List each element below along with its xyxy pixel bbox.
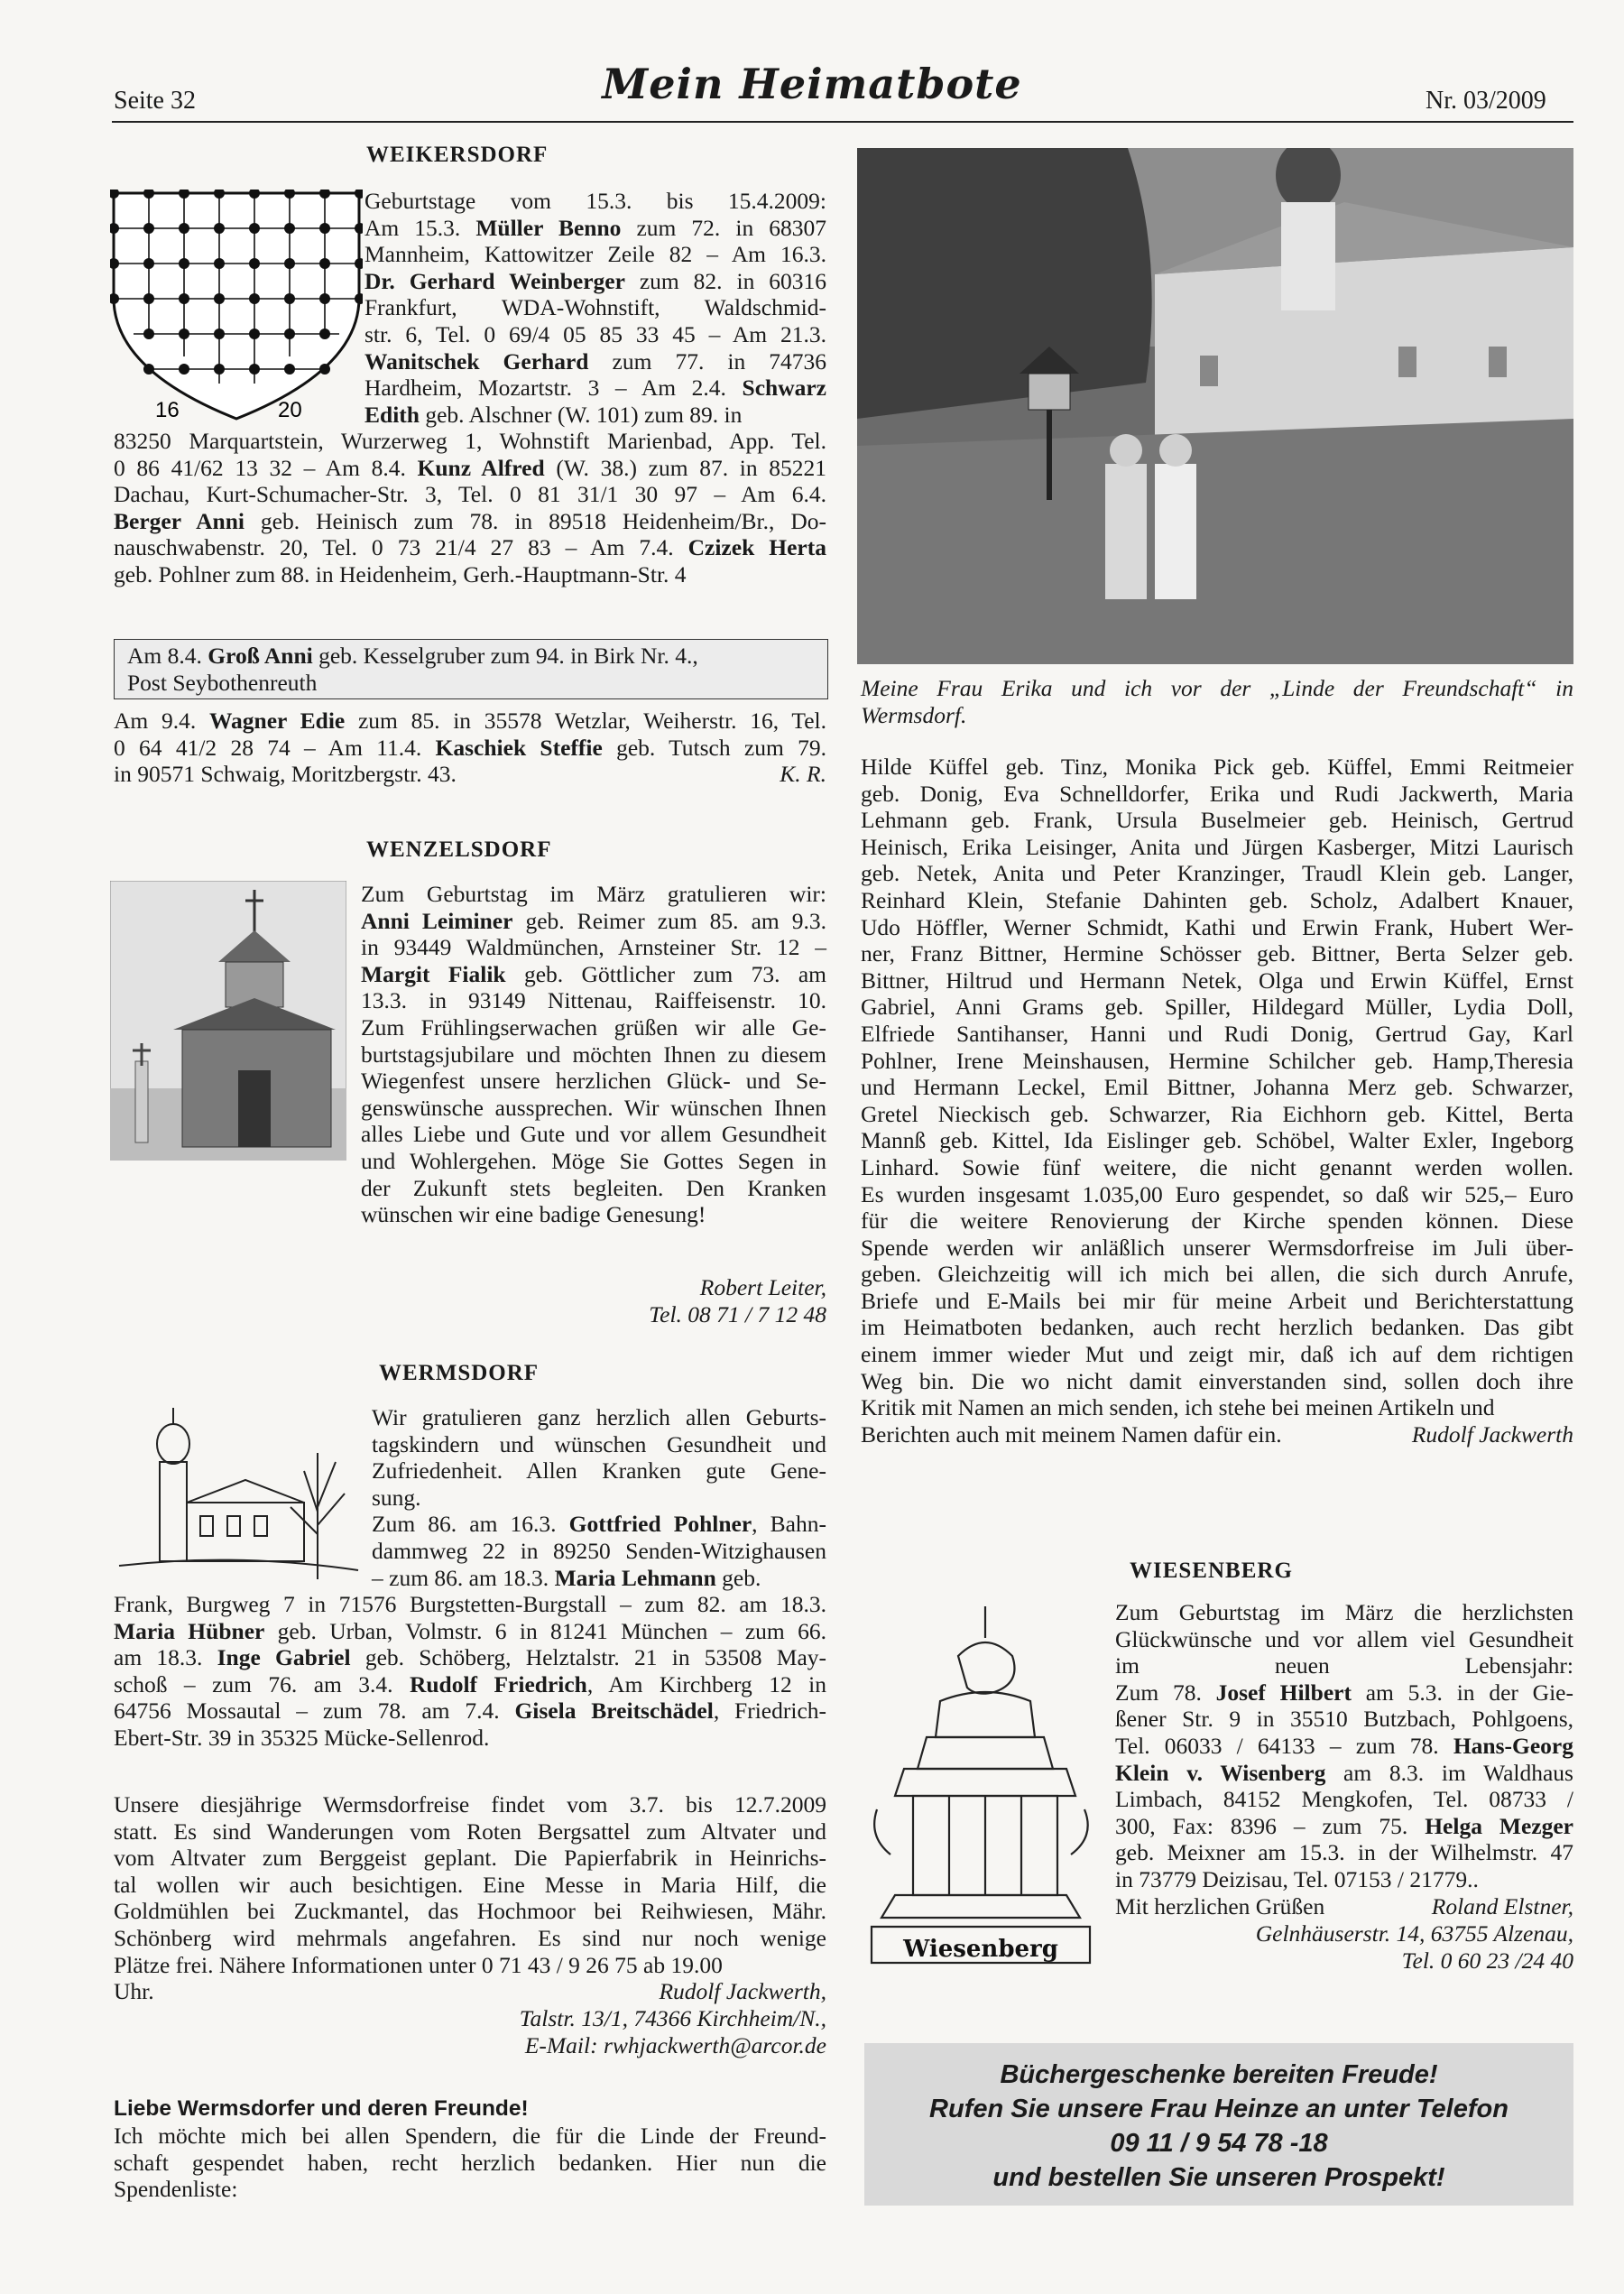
wermsdorf-trip-last: Uhr. [114, 1978, 154, 2004]
text-line: sung. [372, 1484, 421, 1511]
text-line: Wanitschek Gerhard zum 77. in 74736 [364, 347, 826, 375]
text-line: Zum 86. am 16.3. Gottfried Pohlner, Bahn- [372, 1511, 826, 1538]
weikersdorf-signature: K. R. [780, 761, 826, 787]
text-line: der Zukunft stets begleiten. Den Kranken [361, 1174, 826, 1201]
text-line: Bittner, Hiltrud und Hermann Netek, Olga und Erwin Küffel, Ernst [861, 967, 1573, 994]
wiesenberg-tel: Tel. 0 60 23 /24 40 [1401, 1947, 1573, 1974]
text-line: geb. Netek, Anita und Peter Kranzinger, Traudl Klein geb. Langer, [861, 860, 1573, 887]
wiesenberg-address: Gelnhäuserstr. 14, 63755 Alzenau, [1255, 1920, 1573, 1947]
wermsdorf-trip-text [114, 1791, 826, 1978]
wenzelsdorf-signature-tel: Tel. 08 71 / 7 12 48 [649, 1301, 826, 1327]
text-line: alles Liebe und Gute und vor allem Gesundheit [361, 1121, 826, 1148]
section-title-wiesenberg: WIESENBERG [1130, 1559, 1293, 1583]
text-line: Berger Anni geb. Heinisch zum 78. in 89518 Heidenheim/Br., Do- [114, 507, 826, 534]
text-line: schoß – zum 76. am 3.4. Rudolf Friedrich, Am Kirchberg 12 in [114, 1670, 826, 1697]
text-line: ßener Str. 9 in 35510 Butzbach, Pohlgoens, [1115, 1706, 1573, 1733]
wiesenberg-emblem-label: Wiesenberg [903, 1936, 1058, 1963]
text-line: Ich möchte mich bei allen Spendern, die für die Linde der Freund- [114, 2123, 826, 2149]
text-line: schaft gespendet haben, recht herzlich bedanken. Hier nun die [114, 2149, 826, 2176]
text-line: tal wollen wir auch besichtigen. Eine Messe in Maria Hilf, die [114, 1871, 826, 1898]
page-number: Seite 32 [114, 87, 196, 115]
text-line: 0 86 41/62 13 32 – Am 8.4. Kunz Alfred (W. 38.) zum 87. in 85221 [114, 454, 827, 481]
wermsdorf-church-sketch [110, 1399, 363, 1584]
section-title-weikersdorf: WEIKERSDORF [366, 143, 549, 167]
text-line: burtstagsjubilare und möchten Ihnen zu diesem [361, 1041, 826, 1068]
text-line: Es wurden insgesamt 1.035,00 Euro gespendet, so daß wir 525,– Euro [861, 1180, 1573, 1207]
text-line: geb. Pohlner zum 88. in Heidenheim, Gerh.-Hauptmann-Str. 4 [114, 560, 687, 587]
text-line: einem immer wieder Mut und zeigt mir, daß ich auf dem richtigen [861, 1341, 1573, 1368]
wiesenberg-emblem-icon [859, 1602, 1103, 1967]
text-line: Am 9.4. Wagner Edie zum 85. in 35578 Wetzlar, Weiherstr. 16, Tel. [114, 708, 826, 734]
wiesenberg-text [1115, 1599, 1573, 1893]
text-line: Zum Geburtstag im März die herzlichsten [1115, 1599, 1573, 1625]
text-line: Zum Frühlingserwachen grüßen wir alle Ge- [361, 1013, 826, 1041]
text-line: Zum Geburtstag im März gratulieren wir: [361, 881, 826, 907]
text-line: Am 15.3. Müller Benno zum 72. in 68307 [364, 214, 826, 241]
text-line: Zufriedenheit. Allen Kranken gute Gene- [372, 1457, 826, 1485]
text-line: Edith geb. Alschner (W. 101) zum 89. in [364, 401, 743, 428]
wermsdorf-dear-text [114, 2123, 826, 2203]
wiesenberg-greeting: Mit herzlichen Grüßen [1115, 1893, 1325, 1919]
weikersdorf-intro-text [364, 188, 826, 428]
text-line: Margit Fialik geb. Göttlicher zum 73. am [361, 960, 826, 987]
text-line: geben. Gleichzeitig will ich mich bei allen, die sich durch Anrufe, [861, 1261, 1573, 1288]
text-line: Unsere diesjährige Wermsdorfreise findet vom 3.7. bis 12.7.2009 [114, 1791, 826, 1818]
text-line: Heinisch, Erika Leisinger, Anita und Jürgen Kasberger, Mitzi Laurisch [861, 833, 1573, 860]
text-line: und Hermann Leckel, Emil Bittner, Johanna Merz geb. Schwarzer, [861, 1074, 1573, 1101]
text-line: für die weitere Renovierung der Kirche spenden können. Diese [861, 1207, 1573, 1235]
header-rule [112, 121, 1573, 123]
ad-line-4: und bestellen Sie unseren Prospekt! [992, 2163, 1445, 2192]
text-line: Dr. Gerhard Weinberger zum 82. in 60316 [364, 267, 826, 294]
wermsdorf-text [372, 1404, 826, 1591]
text-line: Frank, Burgweg 7 in 71576 Burgstetten-Burgstall – zum 82. am 18.3. [114, 1591, 826, 1617]
wermsdorf-birthdays-text [114, 1591, 826, 1752]
crest-year-left: 16 [155, 398, 180, 422]
text-line: Zum 78. Josef Hilbert am 5.3. in der Gie- [1115, 1679, 1573, 1706]
text-line: Dachau, Kurt-Schumacher-Str. 3, Tel. 0 81 31/1 30 97 – Am 6.4. [114, 481, 826, 508]
text-line: – zum 86. am 18.3. Maria Lehmann geb. [372, 1564, 761, 1591]
ad-phone: 09 11 / 9 54 78 -18 [1110, 2129, 1328, 2158]
weikersdorf-birthdays-text [114, 428, 826, 588]
text-line: Wiegenfest unsere herzlichen Glück- und Se- [361, 1068, 826, 1095]
text-line: vom Altvater zum Berggeist geplant. Die Papierfabrik in Heinrichs- [114, 1845, 826, 1872]
ad-line-1: Büchergeschenke bereiten Freude! [1000, 2060, 1438, 2089]
text-line: in 93449 Waldmünchen, Arnsteiner Str. 12 – [361, 934, 826, 961]
text-line: dammweg 22 in 89250 Senden-Witzighausen [372, 1537, 826, 1564]
text-line: geb. Donig, Eva Schnelldorfer, Erika und Rudi Jackwerth, Maria [861, 780, 1573, 807]
text-line: Pohlner, Irene Meinshausen, Hermine Schilcher geb. Hamp,Theresia [861, 1047, 1573, 1074]
text-line: Briefe und E-Mails bei mir für meine Arbeit und Berichterstattung [861, 1287, 1573, 1314]
text-line: Linhard. Sowie fünf weitere, die nicht genannt werden wollen. [861, 1153, 1573, 1180]
text-line: Geburtstage vom 15.3. bis 15.4.2009: [364, 188, 826, 214]
text-line: Elfriede Santihanser, Hanni und Rudi Donig, Gertrud Gay, Karl [861, 1020, 1573, 1047]
text-line: Klein v. Wisenberg am 8.3. im Waldhaus [1115, 1759, 1573, 1786]
text-line: Spende werden wir anläßlich unserer Wermsdorfreise im Juli über- [861, 1234, 1573, 1261]
masthead-title: Mein Heimatbote [602, 60, 1022, 108]
text-line: Mannheim, Kattowitzer Zeile 82 – Am 16.3. [364, 241, 826, 268]
text-line: Limbach, 84152 Mengkofen, Tel. 08733 / [1115, 1786, 1573, 1813]
issue-number: Nr. 03/2009 [1426, 87, 1546, 115]
text-line: 13.3. in 93149 Nittenau, Raiffeisenstr. 10. [361, 987, 826, 1014]
ad-line-2: Rufen Sie unsere Frau Heinze an unter Telefon [929, 2095, 1509, 2123]
wenzelsdorf-text [361, 881, 826, 1228]
text-line: Wir gratulieren ganz herzlich allen Geburts- [372, 1404, 826, 1430]
text-line: Mannß geb. Kittel, Ida Eislinger geb. Schöbel, Walter Exler, Ingeborg [861, 1127, 1573, 1154]
text-line: tagskindern und wünschen Gesundheit und [372, 1430, 826, 1457]
text-line: Gretel Nieckisch geb. Schwarzer, Ria Eichhorn geb. Kittel, Berta [861, 1100, 1573, 1127]
text-line: Goldmühlen bei Zuckmantel, das Hochmoor bei Reihwiesen, Mähr. [114, 1898, 826, 1925]
text-line: und Wohlergehen. Möge Sie Gottes Segen in [361, 1147, 826, 1174]
text-line: Spendenliste: [114, 2176, 238, 2203]
text-line: 64756 Mossautal – zum 78. am 7.4. Gisela Breitschädel, Friedrich- [114, 1697, 827, 1725]
text-line: Gabriel, Anni Grams geb. Spiller, Hildegard Müller, Lydia Doll, [861, 994, 1573, 1021]
section-title-wermsdorf: WERMSDORF [379, 1361, 540, 1385]
text-line: 300, Fax: 8396 – zum 75. Helga Mezger [1115, 1812, 1573, 1839]
text-line: ner, Franz Bittner, Hermine Schösser geb. Bittner, Berta Selzer geb. [861, 940, 1573, 967]
wenzelsdorf-chapel-photo [110, 881, 346, 1161]
text-line: Maria Hübner geb. Urban, Volmstr. 6 in 81241 München – zum 66. [114, 1617, 826, 1644]
text-line: Udo Höffler, Werner Schmidt, Kathi und Erwin Frank, Hubert Wer- [861, 913, 1573, 940]
text-line: nauschwabenstr. 20, Tel. 0 73 21/4 27 83 – Am 7.4. Czizek Herta [114, 534, 826, 561]
text-line: 83250 Marquartstein, Wurzerweg 1, Wohnstift Marienbad, App. Tel. [114, 428, 826, 454]
text-line: Wermsdorf. [861, 701, 967, 728]
text-line: genswünsche aussprechen. Wir wünschen Ihnen [361, 1094, 826, 1121]
text-line: wünschen wir eine badige Genesung! [361, 1201, 706, 1228]
text-line: Kritik mit Namen an mich senden, ich stehe bei meinen Artikeln und [861, 1394, 1495, 1421]
text-line: im neuen Lebensjahr: [1115, 1652, 1573, 1679]
text-line: geb. Meixner am 15.3. in der Wilhelmstr. 47 [1115, 1839, 1573, 1866]
text-line: Glückwünsche und vor allem viel Gesundheit [1115, 1625, 1573, 1652]
text-line: Tel. 06033 / 64133 – zum 78. Hans-Georg [1115, 1732, 1573, 1759]
text-line: Ebert-Str. 39 in 35325 Mücke-Sellenrod. [114, 1724, 490, 1751]
text-line: Meine Frau Erika und ich vor der „Linde der Freundschaft“ in [861, 675, 1573, 701]
donor-signature: Rudolf Jackwerth [1411, 1421, 1573, 1448]
wermsdorf-signature-email: E-Mail: rwhjackwerth@arcor.de [524, 2032, 826, 2058]
text-line: str. 6, Tel. 0 69/4 05 85 33 45 – Am 21.3. [364, 320, 826, 347]
text-line: 0 64 41/2 28 74 – Am 11.4. Kaschiek Steffie geb. Tutsch zum 79. [114, 734, 826, 761]
text-line: im Heimatboten bedanken, auch recht herzlich bedanken. Das gibt [861, 1314, 1573, 1341]
linde-photo-caption [861, 675, 1573, 728]
wenzelsdorf-signature-name: Robert Leiter, [699, 1274, 826, 1300]
text-line: Schönberg wird mehrmals angefahren. Es sind nur noch wenige [114, 1924, 826, 1951]
donor-list-last: Berichten auch mit meinem Namen dafür ein. [861, 1421, 1282, 1448]
wermsdorf-dear-heading: Liebe Wermsdorfer und deren Freunde! [114, 2096, 529, 2121]
text-line: Post Seybothenreuth [127, 669, 318, 696]
linde-photo [857, 148, 1573, 664]
donor-list-text [861, 754, 1573, 1421]
crest-year-right: 20 [278, 398, 302, 422]
text-line: Anni Leiminer geb. Reimer zum 85. am 9.3. [361, 907, 827, 934]
wiesenberg-signer: Roland Elstner, [1431, 1893, 1573, 1919]
weikersdorf-crest-icon [110, 190, 363, 422]
text-line: Lehmann geb. Frank, Ursula Buselmeier geb. Heinisch, Gertrud [861, 807, 1573, 834]
text-line: Weg bin. Die wo nicht damit einverstanden sind, sollen doch ihre [861, 1367, 1573, 1394]
text-line: Am 8.4. Groß Anni geb. Kesselgruber zum 94. in Birk Nr. 4., [127, 643, 698, 669]
text-line: statt. Es sind Wanderungen vom Roten Bergsattel zum Altvater und [114, 1818, 826, 1845]
weikersdorf-boxed-entry [114, 639, 828, 699]
text-line: am 18.3. Inge Gabriel geb. Schöberg, Helztalstr. 21 in 53508 May- [114, 1644, 827, 1671]
text-line: in 73779 Deizisau, Tel. 07153 / 21779.. [1115, 1865, 1479, 1892]
text-line: Frankfurt, WDA-Wohnstift, Waldschmid- [364, 294, 826, 321]
text-line: Reinhard Klein, Stefanie Dahinten geb. Scholz, Adalbert Knauer, [861, 886, 1573, 913]
text-line: Plätze frei. Nähere Informationen unter 0 71 43 / 9 26 75 ab 19.00 [114, 1951, 723, 1978]
text-line: in 90571 Schwaig, Moritzbergstr. 43. [114, 761, 457, 788]
book-gift-ad [864, 2043, 1573, 2206]
section-title-wenzelsdorf: WENZELSDORF [366, 837, 552, 862]
wermsdorf-signature-address: Talstr. 13/1, 74366 Kirchheim/N., [519, 2005, 826, 2031]
wermsdorf-signature-name: Rudolf Jackwerth, [659, 1978, 826, 2004]
text-line: Hilde Küffel geb. Tinz, Monika Pick geb. Küffel, Emmi Reitmeier [861, 754, 1573, 780]
text-line: Hardheim, Mozartstr. 3 – Am 2.4. Schwarz [364, 375, 826, 402]
